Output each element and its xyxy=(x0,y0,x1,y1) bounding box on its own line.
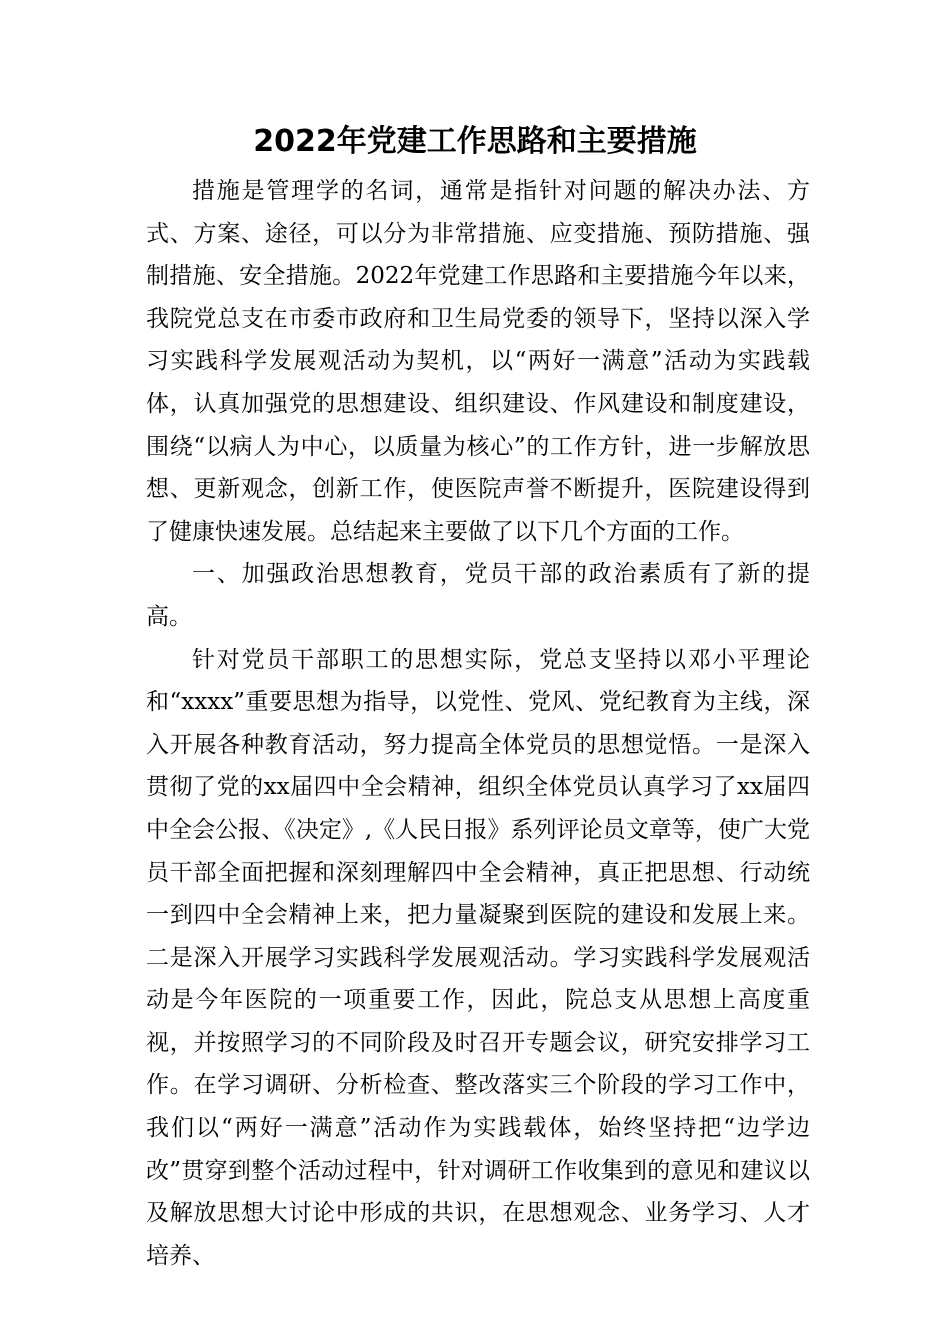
document-title: 2022年党建工作思路和主要措施 xyxy=(253,124,697,159)
paragraph-section-heading-1: 一、加强政治思想教育，党员干部的政治素质有了新的提高。 xyxy=(146,561,810,630)
paragraph-intro: 措施是管理学的名词，通常是指针对问题的解决办法、方式、方案、途径，可以分为非常措施、应变措施、预防措施、强制措施、安全措施。2022年党建工作思路和主要措施今年以来，我院党总支在市委市政府和卫生局党委的领导下，坚持以深入学习实践科学发展观活动为契机，以“两好一满意”活动为实践载体，认真加强党的思想建设、组织建设、作风建设和制度建设，围绕“以病人为中心，以质量为核心”的工作方针，进一步解放思想、更新观念，创新工作，使医院声誉不断提升，医院建设得到了健康快速发展。总结起来主要做了以下几个方面的工作。 xyxy=(146,178,810,545)
document-body xyxy=(146,170,810,1277)
paragraph-section-1-body: 针对党员干部职工的思想实际，党总支坚持以邓小平理论和“xxxx”重要思想为指导，以党性、党风、党纪教育为主线，深入开展各种教育活动，努力提高全体党员的思想觉悟。一是深入贯彻了党的xx届四中全会精神，组织全体党员认真学习了xx届四中全会公报、《决定》,《人民日报》系列评论员文章等，使广大党员干部全面把握和深刻理解四中全会精神，真正把思想、行动统一到四中全会精神上来，把力量凝聚到医院的建设和发展上来。二是深入开展学习实践科学发展观活动。学习实践科学发展观活动是今年医院的一项重要工作，因此，院总支从思想上高度重视，并按照学习的不同阶段及时召开专题会议，研究安排学习工作。在学习调研、分析检查、整改落实三个阶段的学习工作中，我们以“两好一满意”活动作为实践载体，始终坚持把“边学边改”贯穿到整个活动过程中，针对调研工作收集到的意见和建议以及解放思想大讨论中形成的共识，在思想观念、业务学习、人才培养、 xyxy=(146,646,810,1269)
